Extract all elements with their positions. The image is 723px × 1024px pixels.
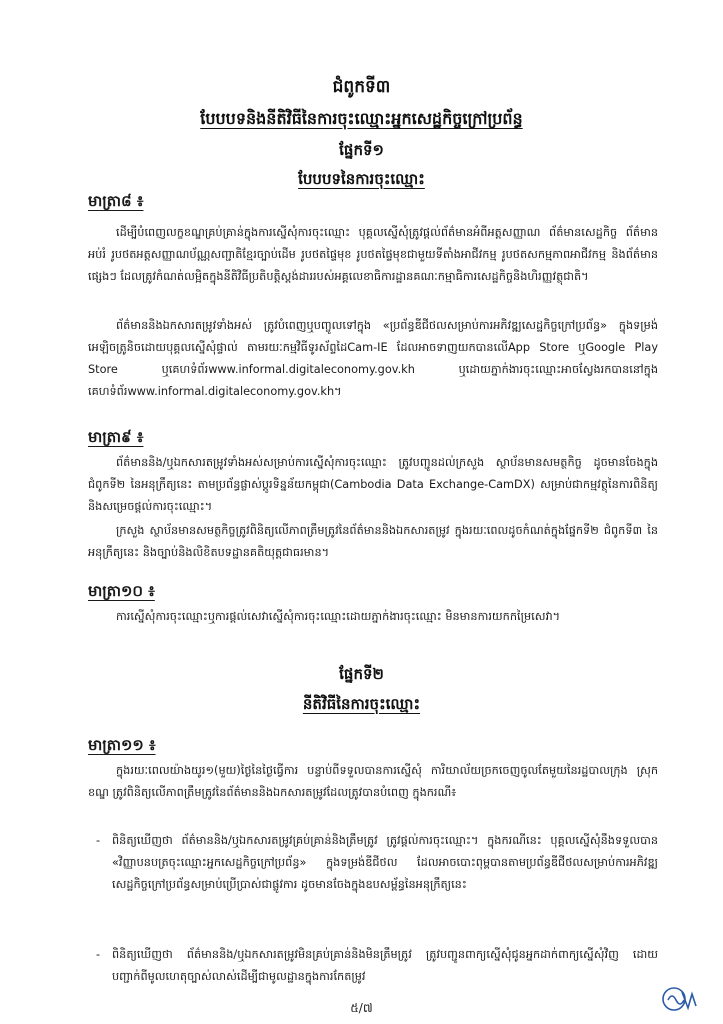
article-9-paragraph-1-text: ព័ត៌មាននិង/ឬឯកសារតម្រូវទាំងអស់សម្រាប់ការស្នើសុំការចុះឈ្មោះ ត្រូវបញ្ជូនដល់ក្រសួង ស្ថាប័នមានសមត្ថកិច្ច ដូចមានចែងក្នុងជំពូកទី២ នៃអនុក្រឹត្យនេះ តាមប្រព័ន្ធផ្លាស់ប្តូរទិន្នន័យកម្ពុជា(Cambodia Data Exchange-CamDX) សម្រាប់ជាកម្មវត្ថុនៃការពិនិត្យនិងសម្រេចផ្តល់ការចុះឈ្មោះ។ <box>88 456 658 513</box>
part1-title: បែបបទនៃការចុះឈ្មោះ <box>298 170 425 188</box>
article-8-paragraph-1-text: ដើម្បីបំពេញលក្ខខណ្ឌគ្រប់គ្រាន់ក្នុងការស្នើសុំការចុះឈ្មោះ បុគ្គលស្នើសុំត្រូវផ្តល់ព័ត៌មានអំពីអត្តសញ្ញាណ ព័ត៌មានសេដ្ឋកិច្ច ព័ត៌មានអប់រំ រូបថតអត្តសញ្ញាណប័ណ្ណសញ្ជាតិខ្មែរច្បាប់ដើម រូបថតផ្ទៃមុខ រូបថតផ្ទៃមុខជាមួយទីតាំងអាជីវកម្ម រូបថតសកម្មភាពអាជីវកម្ម និងព័ត៌មានផ្សេងៗ ដែលត្រូវកំណត់លម្អិតក្នុងនីតិវិធីប្រតិបត្តិស្តង់ដាររបស់អគ្គលេខាធិការដ្ឋានគណៈកម្មាធិការសេដ្ឋកិច្ចនិងហិរញ្ញវត្ថុជាតិ។ <box>88 226 658 283</box>
article-11-paragraph-1 <box>88 760 658 828</box>
article-11-paragraph-1-text: ក្នុងរយៈពេលយ៉ាងយូរ១(មួយ)ថ្ងៃនៃថ្ងៃធ្វើការ បន្ទាប់ពីទទួលបានការស្នើសុំ ការិយាល័យច្រកចេញចូលតែមួយនៃរដ្ឋបាលក្រុង ស្រុក ខណ្ឌ ត្រូវពិនិត្យលើភាពត្រឹមត្រូវនៃព័ត៌មាននិងឯកសារតម្រូវដែលត្រូវបានបំពេញ ក្នុងករណី៖ <box>88 764 658 799</box>
article-10-heading: មាត្រា១០ ៖ <box>88 582 155 600</box>
article-8-paragraph-1 <box>88 222 658 312</box>
part2-number: ផ្នែកទី២ <box>339 665 384 683</box>
chapter-title: បែបបទនិងនីតិវិធីនៃការចុះឈ្មោះអ្នកសេដ្ឋកិច្ចក្រៅប្រព័ន្ធ <box>200 109 523 128</box>
chapter-number: ជំពូកទី៣ <box>332 77 391 97</box>
bullet-dash: - <box>96 948 101 961</box>
bullet-dash: - <box>96 834 101 847</box>
signature-stamp-icon <box>660 982 700 1016</box>
article-9-paragraph-2 <box>88 520 658 570</box>
article-8-paragraph-2 <box>88 315 658 427</box>
article-11-bullet-2 <box>96 944 658 988</box>
article-10-paragraph-1 <box>88 606 658 654</box>
part2-title: នីតិវិធីនៃការចុះឈ្មោះ <box>302 695 421 713</box>
article-11-heading: មាត្រា១១ ៖ <box>88 736 156 754</box>
article-10-paragraph-1-text: ការស្នើសុំការចុះឈ្មោះឬការផ្តល់សេវាស្នើសុំការចុះឈ្មោះដោយភ្នាក់ងារចុះឈ្មោះ មិនមានការយកកម្រៃសេវា។ <box>116 610 561 623</box>
page-number: ៥/៧ <box>350 1001 373 1015</box>
article-11-bullet-1 <box>96 830 658 942</box>
article-8-paragraph-2-text: ព័ត៌មាននិងឯកសារតម្រូវទាំងអស់ ត្រូវបំពេញឬបញ្ចូលទៅក្នុង «ប្រព័ន្ធឌីជីថលសម្រាប់ការអភិវឌ្ឍសេដ្ឋកិច្ចក្រៅប្រព័ន្ធ» ក្នុងទម្រង់អេឡិចត្រូនិចដោយបុគ្គលស្នើសុំផ្ទាល់ តាមរយៈកម្មវិធីទូរស័ព្ទដៃCam-IE ដែលអាចទាញយកបានលើApp Store ឬGoogle Play Store ឬគេហទំព័រwww.informal.digitaleconomy.gov.kh ឬដោយភ្នាក់ងារចុះឈ្មោះអាចស្វែងរកបាននៅក្នុងគេហទំព័រwww.informal.digitaleconomy.gov.kh។ <box>88 319 658 398</box>
article-9-paragraph-1 <box>88 452 658 518</box>
article-9-heading: មាត្រា៩ ៖ <box>88 428 144 446</box>
article-11-bullet-2-text: ពិនិត្យឃើញថា ព័ត៌មាននិង/ឬឯកសារតម្រូវមិនគ្រប់គ្រាន់និងមិនត្រឹមត្រូវ ត្រូវបញ្ជូនពាក្យស្នើសុំជូនអ្នកដាក់ពាក្យស្នើសុំវិញ ដោយបញ្ជាក់ពីមូលហេតុច្បាស់លាស់ដើម្បីជាមូលដ្ឋានក្នុងការកែតម្រូវ <box>112 948 658 983</box>
article-8-heading: មាត្រា៨ ៖ <box>88 192 144 210</box>
article-9-paragraph-2-text: ក្រសួង ស្ថាប័នមានសមត្ថកិច្ចត្រូវពិនិត្យលើភាពត្រឹមត្រូវនៃព័ត៌មាននិងឯកសារតម្រូវ ក្នុងរយៈពេលដូចកំណត់ក្នុងផ្នែកទី២ ជំពូកទី៣ នៃអនុក្រឹត្យនេះ និងច្បាប់និងលិខិតបទដ្ឋានគតិយុត្តជាធរមាន។ <box>88 524 658 559</box>
article-11-bullet-1-text: ពិនិត្យឃើញថា ព័ត៌មាននិង/ឬឯកសារតម្រូវគ្រប់គ្រាន់និងត្រឹមត្រូវ ត្រូវផ្តល់ការចុះឈ្មោះ។ ក្នុងករណីនេះ បុគ្គលស្នើសុំនឹងទទួលបាន «វិញ្ញាបនបត្រចុះឈ្មោះអ្នកសេដ្ឋកិច្ចក្រៅប្រព័ន្ធ» ក្នុងទម្រង់ឌីជីថល ដែលអាចបោះពុម្ពបានតាមប្រព័ន្ធឌីជីថលសម្រាប់ការអភិវឌ្ឍសេដ្ឋកិច្ចក្រៅប្រព័ន្ធសម្រាប់ប្រើប្រាស់ជាផ្លូវការ ដូចមានចែងក្នុងឧបសម្ព័ន្ធនៃអនុក្រឹត្យនេះ <box>112 834 658 891</box>
part1-number: ផ្នែកទី១ <box>339 141 384 159</box>
